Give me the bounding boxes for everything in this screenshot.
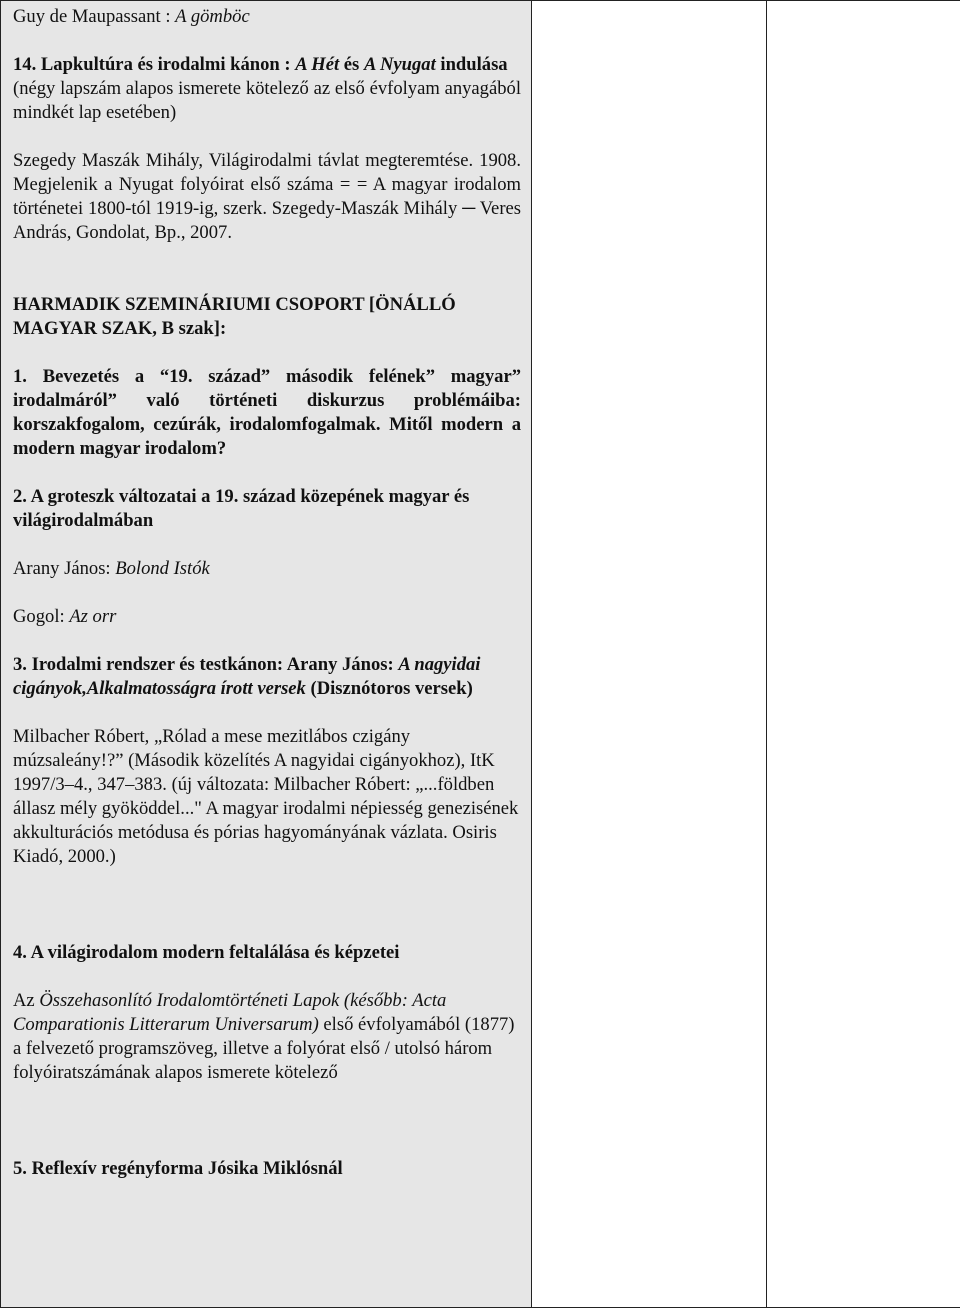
reference-milbacher: Milbacher Róbert, „Rólad a mese mezitlábos czigány múzsaleány!?” (Második közelítés A nagyidai cigányokhoz), ItK 1997/3–4., 347–383. (új változata: Milbacher Róbert: „...földben állasz mély gyököddel..." A magyar irodalmi népiesség genezisének akkulturációs metódusa és pórias hagyományának vázlata. Osiris Kiadó, 2000.) [13, 726, 519, 867]
item-14-note: (négy lapszám alapos ismerete kötelező az első évfolyam anyagából mindkét lap esetében) [13, 78, 521, 123]
reading-maupassant: Guy de Maupassant : A gömböc [13, 6, 250, 27]
reading-gogol: Gogol: Az orr [13, 606, 117, 627]
reference-szegedy: Szegedy Maszák Mihály, Világirodalmi távlat megteremtése. 1908. Megjelenik a Nyugat folyóirat első száma = = A magyar irodalom történetei 1800-tól 1919-ig, szerk. Szegedy-Maszák Mihály ─ Veres András, Gondolat, Bp., 2007. [13, 150, 521, 243]
reading-arany: Arany János: Bolond Istók [13, 558, 210, 579]
reference-comparative-lit: Az Összehasonlító Irodalomtörténeti Lapok (később: Acta Comparationis Litterarum Universarum) első évfolyamából (1877) a felvezető programszöveg, illetve a folyórat első / utolsó három folyóiratszámának alapos ismerete kötelező [13, 990, 515, 1083]
topic-content [1, 1, 531, 1181]
topic-4: 4. A világirodalom modern feltalálása és képzetei [13, 942, 400, 963]
empty-column-3 [767, 1, 960, 1308]
topic-column [1, 1, 532, 1308]
topic-3: 3. Irodalmi rendszer és testkánon: Arany János: A nagyidai cigányok,Alkalmatosságra írott versek (Disznótoros versek) [13, 654, 481, 699]
topic-2: 2. A groteszk változatai a 19. század közepének magyar és világirodalmában [13, 486, 470, 531]
item-14-heading: 14. Lapkultúra és irodalmi kánon : A Hét és A Nyugat indulása [13, 54, 508, 75]
topic-1: 1. Bevezetés a “19. század” második felének” magyar” irodalmáról” való történeti diskurzus problémáiba: korszakfogalom, cezúrák, irodalomfogalmak. Mitől modern a modern magyar irodalom? [13, 366, 521, 459]
topic-5: 5. Reflexív regényforma Jósika Miklósnál [13, 1158, 343, 1179]
table-row [1, 1, 960, 1308]
empty-column-2 [532, 1, 767, 1308]
group-heading: HARMADIK SZEMINÁRIUMI CSOPORT [ÖNÁLLÓ MAGYAR SZAK, B szak]: [13, 294, 456, 339]
